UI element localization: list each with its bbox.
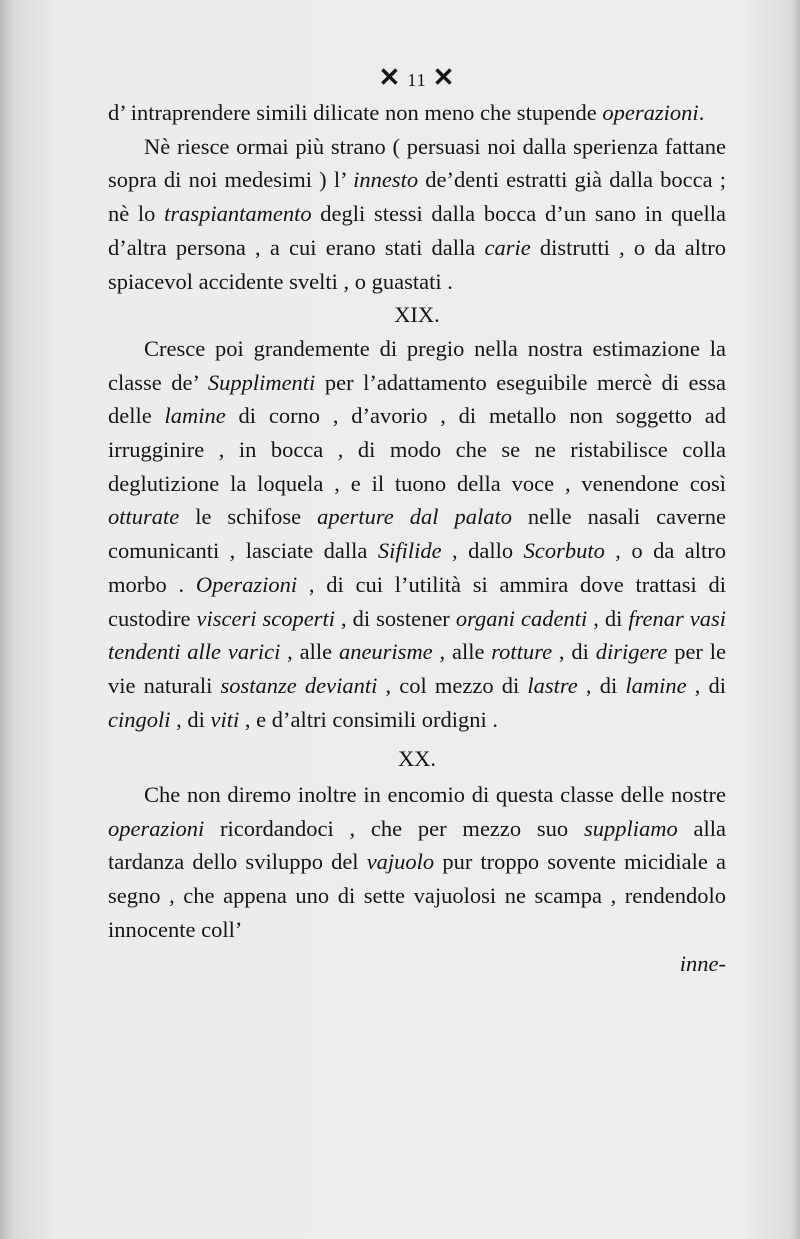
text-run: , o da altro morbo .	[108, 538, 726, 597]
italic-term: Operazioni	[195, 571, 298, 597]
paragraph	[108, 130, 726, 299]
italic-term: otturate	[108, 504, 180, 530]
italic-term: carie	[484, 234, 531, 260]
italic-term: operazioni	[108, 815, 205, 841]
italic-term: lamine	[625, 672, 687, 698]
text-run: d’ intraprendere simili dilicate non meno che stupende	[108, 100, 603, 125]
text-run: distrutti , o da altro spiacevol accidente svelti , o guastati .	[108, 234, 726, 294]
page-number: 11	[407, 70, 427, 90]
text-run: , di sostener	[334, 605, 456, 631]
text-run: ricordandoci , che per mezzo suo	[204, 815, 584, 841]
text-run: nelle nasali caverne comunicanti , lasciate dalla	[108, 504, 727, 564]
italic-term: sostanze devianti	[220, 672, 378, 698]
italic-term: vajuolo	[366, 849, 435, 875]
text-run: Nè riesce ormai più strano ( persuasi noi dalla sperienza fattane sopra di noi medesimi ) l’	[108, 133, 726, 193]
italic-term: traspiantamento	[164, 201, 312, 227]
text-run: , di cui l’utilità si ammira dove trattasi di custodire	[108, 571, 726, 631]
text-run: , dallo	[441, 538, 524, 564]
italic-term: dirigere	[595, 639, 668, 665]
text-run: per l’adattamento eseguibile mercè di essa delle	[108, 369, 726, 429]
italic-term: lamine	[164, 403, 226, 429]
text-run: , di	[577, 672, 626, 698]
text-run: le schifose	[179, 504, 318, 530]
text-run: , di	[686, 672, 726, 698]
ornament-right-icon: ✕	[432, 63, 456, 92]
italic-term: cingoli	[108, 706, 171, 732]
paragraph	[108, 332, 726, 736]
italic-term: aperture dal palato	[317, 504, 512, 530]
italic-term: Scorbuto	[523, 538, 605, 564]
page-text	[108, 60, 726, 980]
italic-term: innesto	[353, 167, 419, 193]
running-header	[108, 60, 726, 96]
text-run: , col mezzo di	[377, 672, 528, 698]
text-run: pur troppo sovente micidiale a segno , che appena uno di sette vajuolosi ne scampa , rendendolo innocente coll’	[108, 849, 726, 942]
italic-term: rotture	[491, 639, 553, 665]
italic-term: operazioni	[602, 100, 699, 125]
ornament-left-icon: ✕	[378, 63, 402, 92]
italic-term: visceri scoperti	[196, 605, 335, 631]
text-run: alla tardanza dello sviluppo del	[108, 815, 726, 875]
text-run: , e d’altri consimili ordigni .	[239, 706, 498, 732]
italic-term: Sifilide	[377, 538, 442, 564]
text-run: , alle	[432, 639, 492, 665]
text-run: per le vie naturali	[108, 639, 726, 698]
section-heading-xx: XX.	[397, 746, 437, 772]
italic-term: aneurisme	[338, 639, 433, 665]
italic-term: frenar vasi tendenti alle varici	[108, 605, 726, 665]
text-run: , di	[170, 706, 211, 732]
section-heading-xix: XIX.	[394, 302, 440, 328]
text-run: de’denti estratti già dalla bocca ; nè lo	[108, 167, 726, 227]
paragraph	[108, 778, 726, 947]
catchword	[108, 947, 726, 981]
paragraph	[108, 96, 726, 130]
italic-term: lastre	[527, 672, 578, 698]
text-run: , di	[552, 639, 596, 665]
italic-term: Supplimenti	[207, 369, 316, 395]
text-run: Cresce poi grandemente di pregio nella nostra estimazione la classe de’	[108, 335, 726, 395]
text-run: di corno , d’avorio , di metallo non soggetto ad irrugginire , in bocca , di modo che se ne ristabilisce colla deglutizione la loquela , e il tuono della voce , venendone così	[108, 403, 726, 496]
text-run: Che non diremo inoltre in encomio di questa classe delle nostre	[144, 782, 726, 808]
text-run: degli stessi dalla bocca d’un sano in quella d’altra persona , a cui erano stati dalla	[108, 201, 726, 260]
italic-term: organi cadenti	[455, 605, 588, 631]
italic-term: suppliamo	[583, 815, 678, 841]
italic-term: viti	[210, 706, 240, 732]
catchword-text: inne-	[679, 950, 726, 976]
text-run: , alle	[280, 639, 339, 665]
text-run: , di	[587, 605, 629, 631]
text-run: .	[698, 100, 705, 125]
